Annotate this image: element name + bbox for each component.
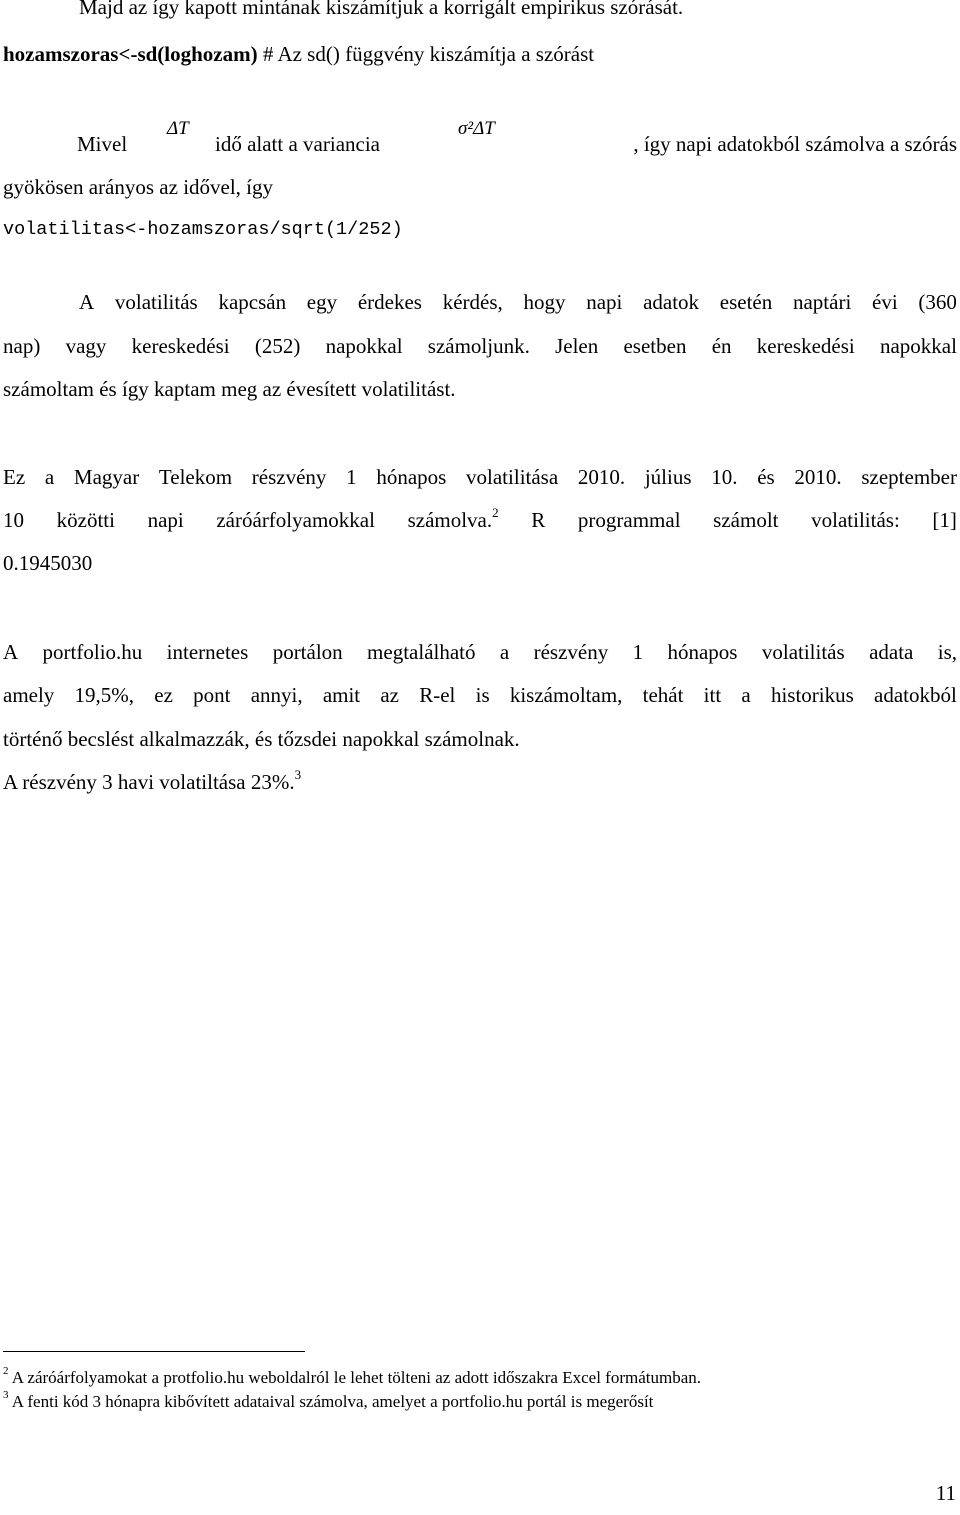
word: hónapos	[667, 640, 738, 664]
footnote-ref[interactable]: 3	[294, 767, 302, 782]
code-line: volatilitas<-hozamszoras/sqrt(1/252)	[3, 219, 403, 240]
footnote-separator	[3, 1351, 305, 1352]
word: Ez	[3, 465, 26, 489]
text-line	[3, 507, 957, 533]
text-line: 0.1945030	[3, 551, 93, 575]
word: én	[711, 334, 732, 358]
footnote-text: A záróárfolyamokat a protfolio.hu weboldalról le lehet tölteni az adott időszakra Excel formátumban.	[8, 1368, 702, 1387]
word: megtalálható	[367, 640, 476, 664]
word: amit	[322, 683, 361, 707]
word: a	[499, 640, 510, 664]
word: érdekes	[357, 290, 422, 314]
word: pont	[193, 683, 231, 707]
word: adatok	[643, 290, 700, 314]
text-line: Majd az így kapott mintának kiszámítjuk a korrigált empirikus szórását.	[79, 0, 684, 19]
footnote-number: 3	[3, 1389, 9, 1402]
word: Jelen	[555, 334, 599, 358]
word: és	[757, 465, 775, 489]
word: napi	[586, 290, 623, 314]
word: hogy	[523, 290, 566, 314]
footnote	[3, 1391, 653, 1413]
word: esetén	[719, 290, 773, 314]
text-line: Mivel	[77, 132, 128, 156]
text-span: A részvény 3 havi volatiltása 23%.	[3, 770, 295, 794]
word: közötti	[56, 508, 115, 532]
code-comment: # Az sd() függvény kiszámítja a szórást	[257, 42, 595, 66]
variance-formula: σ²ΔT	[458, 118, 495, 139]
word: kereskedési	[756, 334, 855, 358]
word: vagy	[65, 334, 107, 358]
word: napokkal	[325, 334, 403, 358]
word: ez	[154, 683, 173, 707]
footnote	[3, 1367, 701, 1389]
word: 1	[346, 465, 357, 489]
text-line: számoltam és így kaptam meg az évesített volatilitást.	[3, 377, 456, 401]
word: volatilitás	[114, 290, 198, 314]
word: [1]	[932, 508, 957, 532]
text-line	[3, 682, 957, 708]
word: historikus	[770, 683, 854, 707]
word: a	[44, 465, 55, 489]
word: részvény	[533, 640, 609, 664]
word: portfolio.hu	[42, 640, 143, 664]
word: részvény	[251, 465, 327, 489]
word: 10.	[711, 465, 738, 489]
footnote-number: 2	[3, 1365, 9, 1378]
word: is,	[937, 640, 957, 664]
code-command: hozamszoras<-sd(loghozam)	[3, 42, 258, 66]
word: annyi,	[250, 683, 303, 707]
word: az	[380, 683, 400, 707]
word: R-el	[419, 683, 456, 707]
word: (252)	[254, 334, 301, 358]
word: 10	[3, 508, 24, 532]
word: volatilitás:	[811, 508, 900, 532]
word: A	[3, 640, 19, 664]
word: portálon	[272, 640, 343, 664]
word: július	[644, 465, 692, 489]
word: számoljunk.	[427, 334, 530, 358]
word: adatokból	[874, 683, 957, 707]
word: 19,5%,	[74, 683, 135, 707]
word: programmal	[577, 508, 681, 532]
word: napi	[147, 508, 184, 532]
footnote-text: A fenti kód 3 hónapra kibővített adataival számolva, amelyet a portfolio.hu portál is megerősít	[8, 1392, 654, 1411]
word: szeptember	[861, 465, 957, 489]
word: számolt	[713, 508, 779, 532]
word: tehát	[642, 683, 684, 707]
code-line	[3, 41, 594, 67]
delta-t-formula: ΔT	[167, 118, 189, 139]
text-line	[79, 289, 957, 315]
word: volatilitása	[466, 465, 559, 489]
word: is	[475, 683, 490, 707]
word: amely	[3, 683, 55, 707]
page-number: 11	[935, 1481, 956, 1505]
footnote-ref[interactable]: 2	[492, 505, 499, 520]
word: naptári	[792, 290, 852, 314]
word: adata	[869, 640, 914, 664]
word: számolva.$^2$	[407, 505, 499, 532]
word: R	[531, 508, 546, 532]
word: egy	[306, 290, 338, 314]
text-line	[3, 639, 957, 665]
word: a	[741, 683, 751, 707]
text-line	[3, 333, 957, 359]
word: internetes	[166, 640, 249, 664]
word: kiszámoltam,	[509, 683, 623, 707]
text-line	[3, 769, 301, 795]
text-line: idő alatt a variancia	[215, 132, 380, 156]
word: (360	[918, 290, 957, 314]
word: 1	[632, 640, 644, 664]
word: Magyar	[73, 465, 140, 489]
text-line: gyökösen arányos az idővel, így	[3, 175, 274, 199]
word: itt	[703, 683, 722, 707]
word: hónapos	[376, 465, 447, 489]
word: évi	[872, 290, 898, 314]
word: 2010.	[794, 465, 842, 489]
word: esetben	[623, 334, 687, 358]
word: Telekom	[158, 465, 233, 489]
text-line	[3, 464, 957, 490]
word: A	[79, 290, 95, 314]
word: kereskedési	[131, 334, 230, 358]
text-line: történő becslést alkalmazzák, és tőzsdei napokkal számolnak.	[3, 727, 520, 751]
word: kapcsán	[218, 290, 287, 314]
word: kérdés,	[442, 290, 503, 314]
text-line: , így napi adatokból számolva a szórás	[633, 132, 957, 156]
word: záróárfolyamokkal	[216, 508, 375, 532]
word: 2010.	[577, 465, 626, 489]
word: napokkal	[879, 334, 957, 358]
word: volatilitás	[761, 640, 845, 664]
word: nap)	[3, 334, 41, 358]
